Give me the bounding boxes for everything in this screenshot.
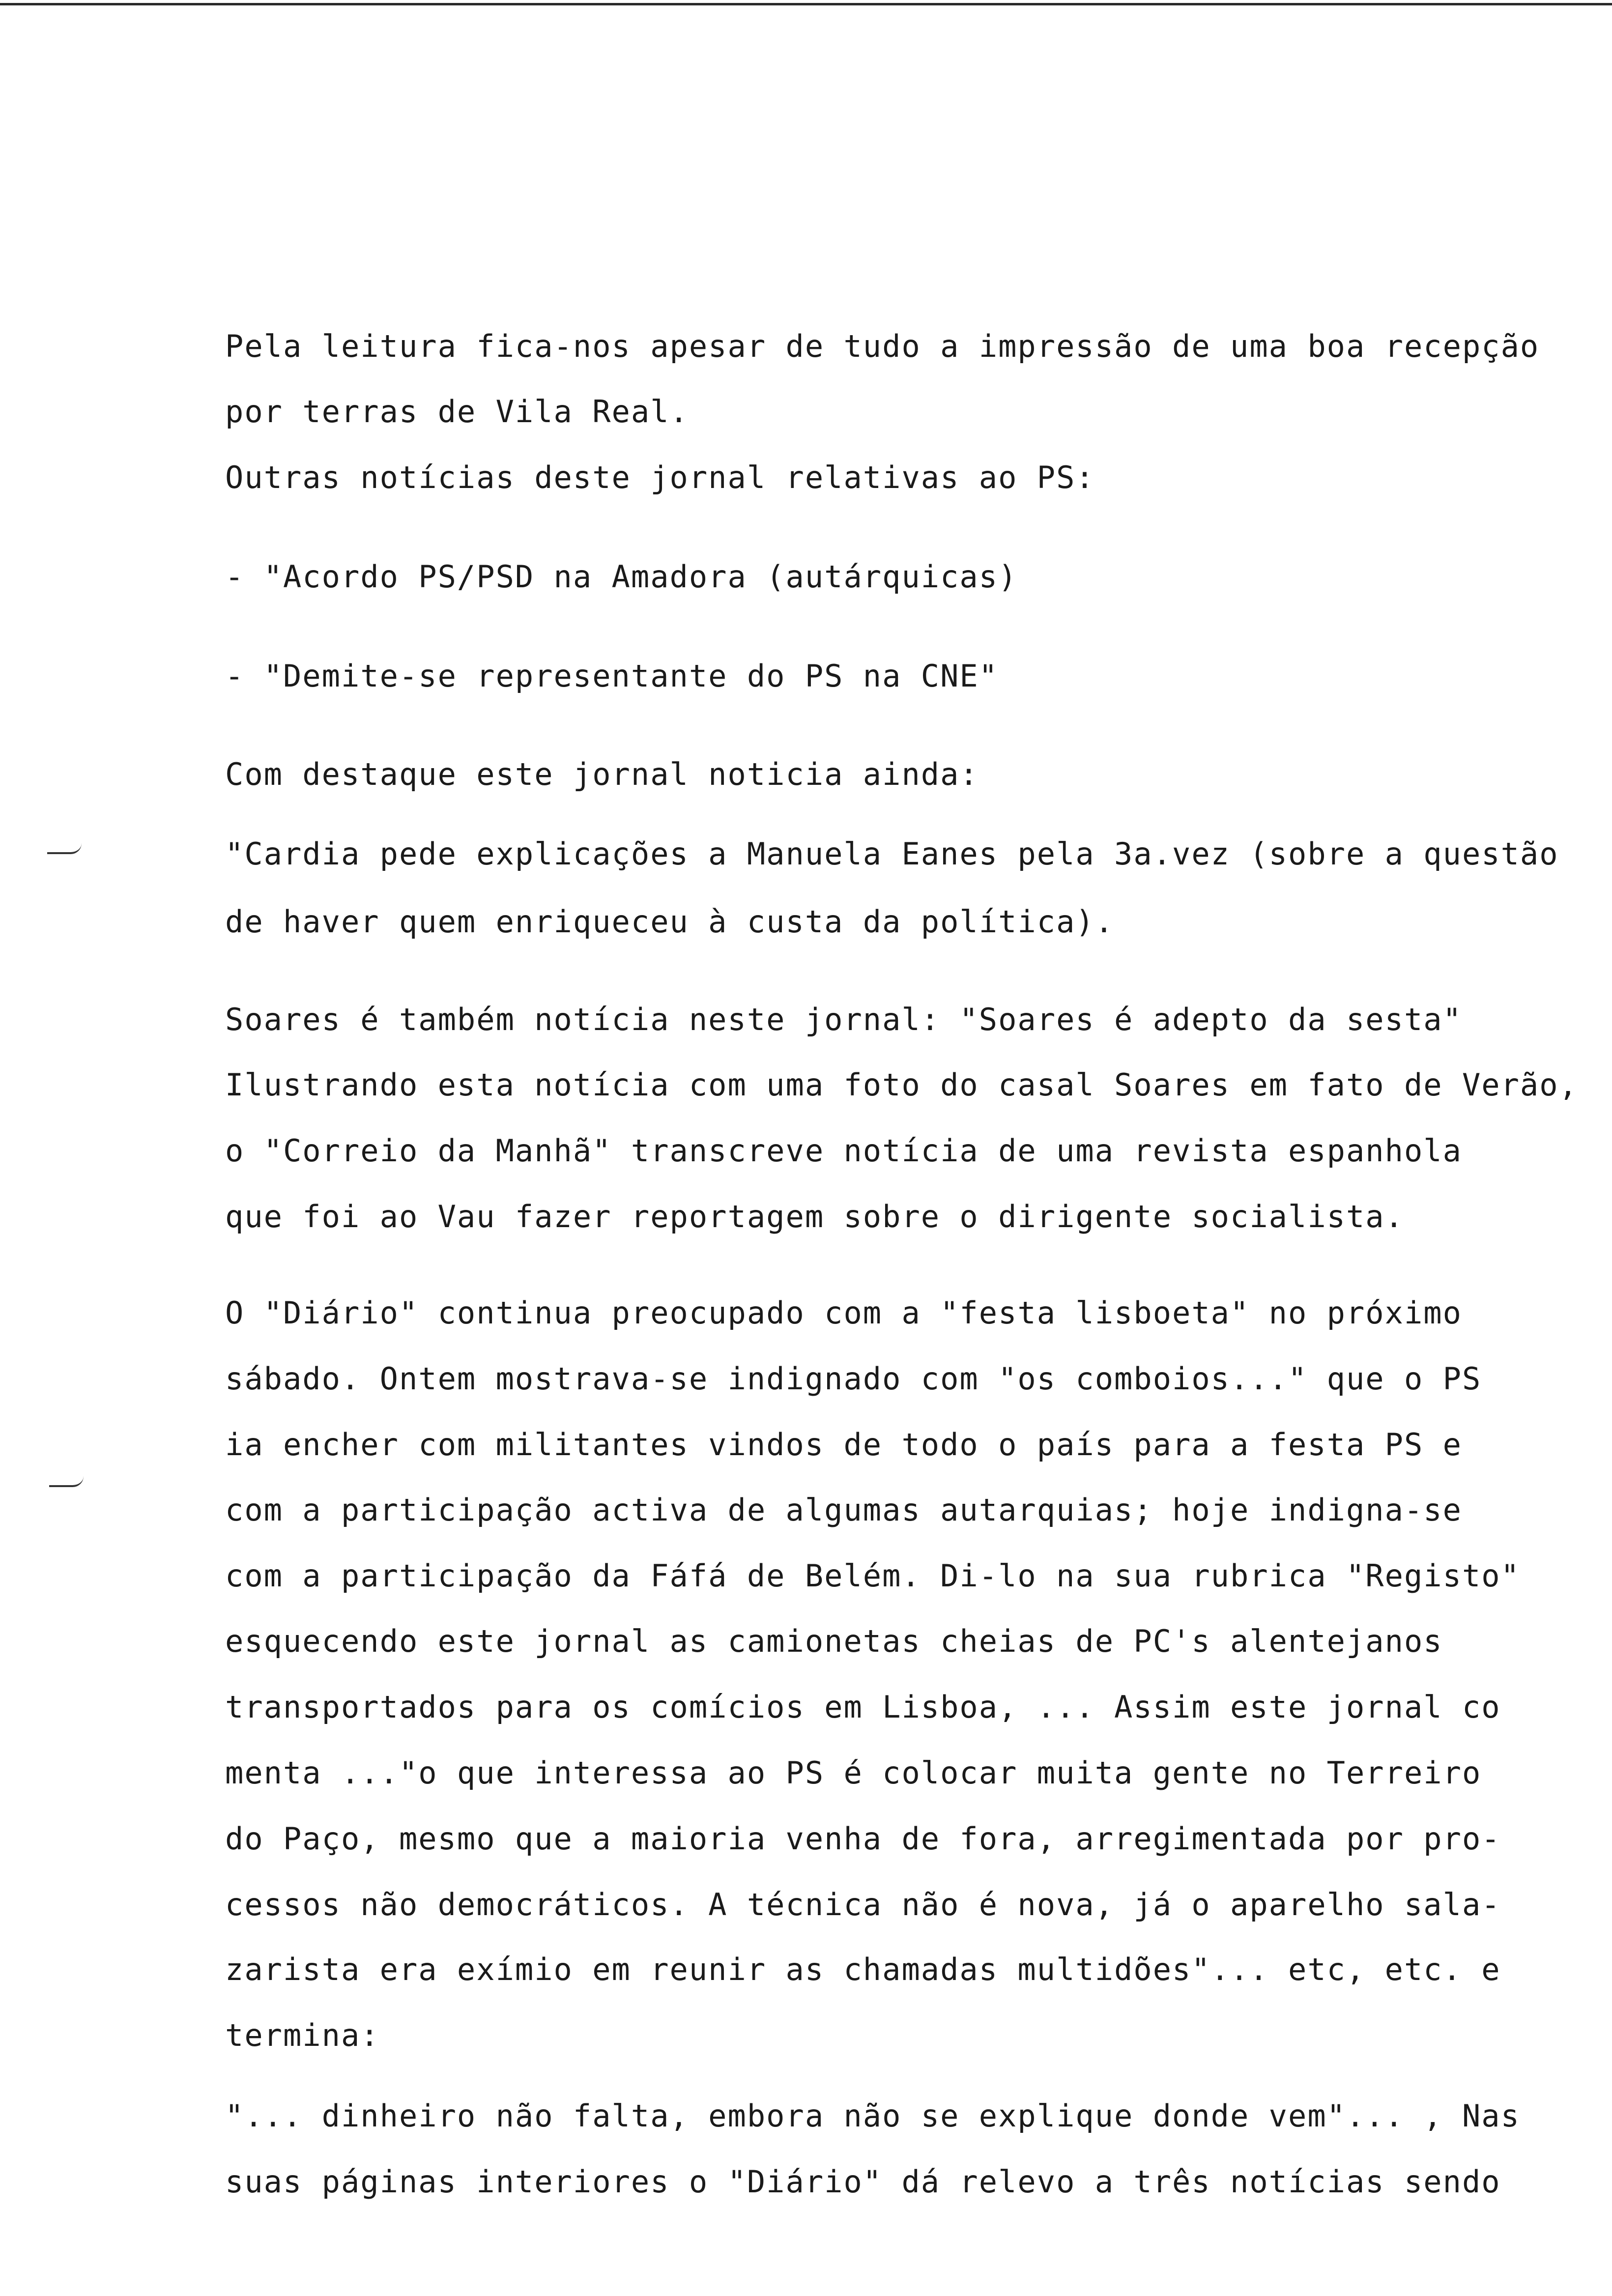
text-line: zarista era exímio em reunir as chamadas multidões"... etc, etc. e [225,1952,1501,1987]
text-line: sábado. Ontem mostrava-se indignado com "os comboios..." que o PS [225,1361,1482,1397]
text-line: suas páginas interiores o "Diário" dá relevo a três notícias sendo [225,2164,1501,2200]
margin-tick-mark [49,1476,84,1487]
text-line: cessos não democráticos. A técnica não é nova, já o aparelho sala- [225,1887,1501,1923]
text-line: que foi ao Vau fazer reportagem sobre o dirigente socialista. [225,1199,1404,1234]
text-line: menta ..."o que interessa ao PS é colocar muita gente no Terreiro [225,1755,1482,1791]
text-line: - "Demite-se representante do PS na CNE" [225,658,999,694]
text-line: com a participação activa de algumas autarquias; hoje indigna-se [225,1492,1462,1528]
text-line: O "Diário" continua preocupado com a "festa lisboeta" no próximo [225,1295,1462,1331]
text-line: Outras notícias deste jornal relativas ao PS: [225,459,1095,495]
text-line: "Cardia pede explicações a Manuela Eanes pela 3a.vez (sobre a questão [225,836,1559,872]
top-border-rule [0,3,1612,5]
text-line: do Paço, mesmo que a maioria venha de fora, arregimentada por pro- [225,1821,1501,1857]
text-line: com a participação da Fáfá de Belém. Di-lo na sua rubrica "Registo" [225,1558,1520,1594]
text-line: de haver quem enriqueceu à custa da política). [225,904,1115,940]
text-line: transportados para os comícios em Lisboa, ... Assim este jornal co [225,1689,1501,1725]
text-line: - "Acordo PS/PSD na Amadora (autárquicas) [225,559,1018,595]
text-line: "... dinheiro não falta, embora não se explique donde vem"... , Nas [225,2098,1520,2134]
text-line: Soares é também notícia neste jornal: "Soares é adepto da sesta" [225,1002,1462,1037]
text-line: Pela leitura fica-nos apesar de tudo a impressão de uma boa recepção [225,328,1540,364]
text-line: Com destaque este jornal noticia ainda: [225,756,979,792]
text-line: Ilustrando esta notícia com uma foto do casal Soares em fato de Verão, [225,1067,1578,1103]
text-line: por terras de Vila Real. [225,394,689,430]
text-line: ia encher com militantes vindos de todo o país para a festa PS e [225,1427,1462,1463]
text-line: esquecendo este jornal as camionetas cheias de PC's alentejanos [225,1623,1443,1659]
text-line: o "Correio da Manhã" transcreve notícia de uma revista espanhola [225,1133,1462,1169]
margin-tick-mark [47,843,82,854]
text-line: termina: [225,2017,380,2053]
